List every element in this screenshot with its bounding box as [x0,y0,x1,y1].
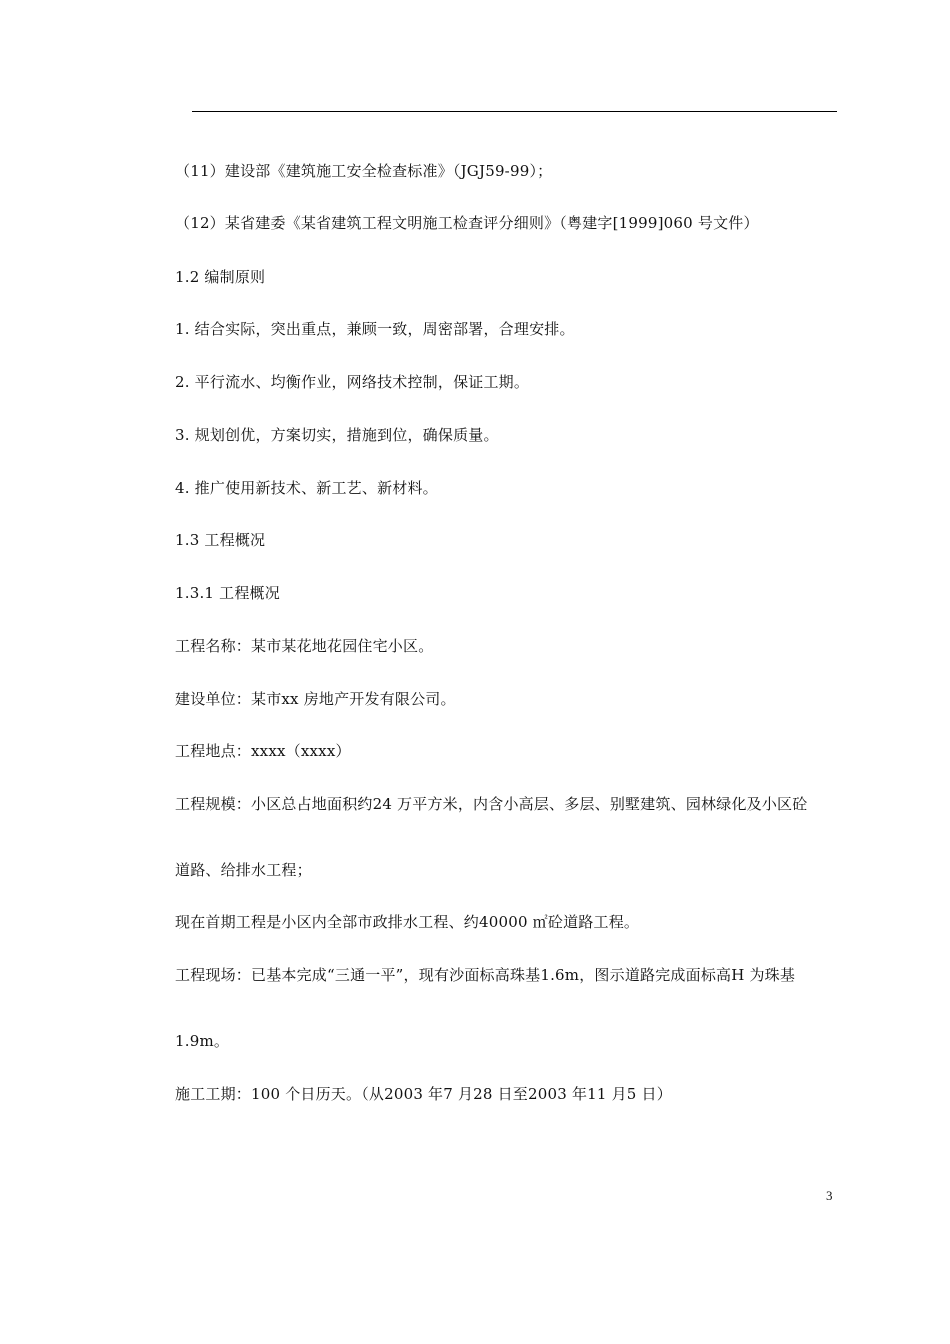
construction-period: 施工工期：100 个日历天。（从2003 年7 月28 日至2003 年11 月5 日） [175,1085,672,1103]
principle-item-3: 3. 规划创优，方案切实，措施到位，确保质量。 [175,426,499,444]
principle-item-4: 4. 推广使用新技术、新工艺、新材料。 [175,479,438,497]
project-location: 工程地点：xxxx（xxxx） [175,742,351,760]
section-heading-1-3-1: 1.3.1 工程概况 [175,584,280,602]
project-scale-line-1: 工程规模：小区总占地面积约24 万平方米，内含小高层、多层、别墅建筑、园林绿化及小区砼 [175,795,808,813]
principle-item-2: 2. 平行流水、均衡作业，网络技术控制，保证工期。 [175,373,530,391]
developer: 建设单位：某市xx 房地产开发有限公司。 [175,690,456,708]
principle-item-1: 1. 结合实际，突出重点，兼顾一致，周密部署，合理安排。 [175,320,575,338]
reference-item-12: （12）某省建委《某省建筑工程文明施工检查评分细则》（粤建字[1999]060 号文件） [175,214,759,232]
site-condition-line-1: 工程现场：已基本完成“三通一平”，现有沙面标高珠基1.6m，图示道路完成面标高H 为珠基 [175,966,796,984]
section-heading-1-3: 1.3 工程概况 [175,531,266,549]
project-name: 工程名称：某市某花地花园住宅小区。 [175,637,434,655]
page-number: 3 [826,1188,833,1203]
phase-one-scope: 现在首期工程是小区内全部市政排水工程、约40000 ㎡砼道路工程。 [175,913,640,931]
header-rule [192,111,837,112]
project-scale-line-2: 道路、给排水工程； [175,861,312,879]
section-heading-1-2: 1.2 编制原则 [175,268,266,286]
reference-item-11: （11）建设部《建筑施工安全检查标准》（JGJ59-99）； [175,162,553,180]
site-condition-line-2: 1.9m。 [175,1032,230,1050]
